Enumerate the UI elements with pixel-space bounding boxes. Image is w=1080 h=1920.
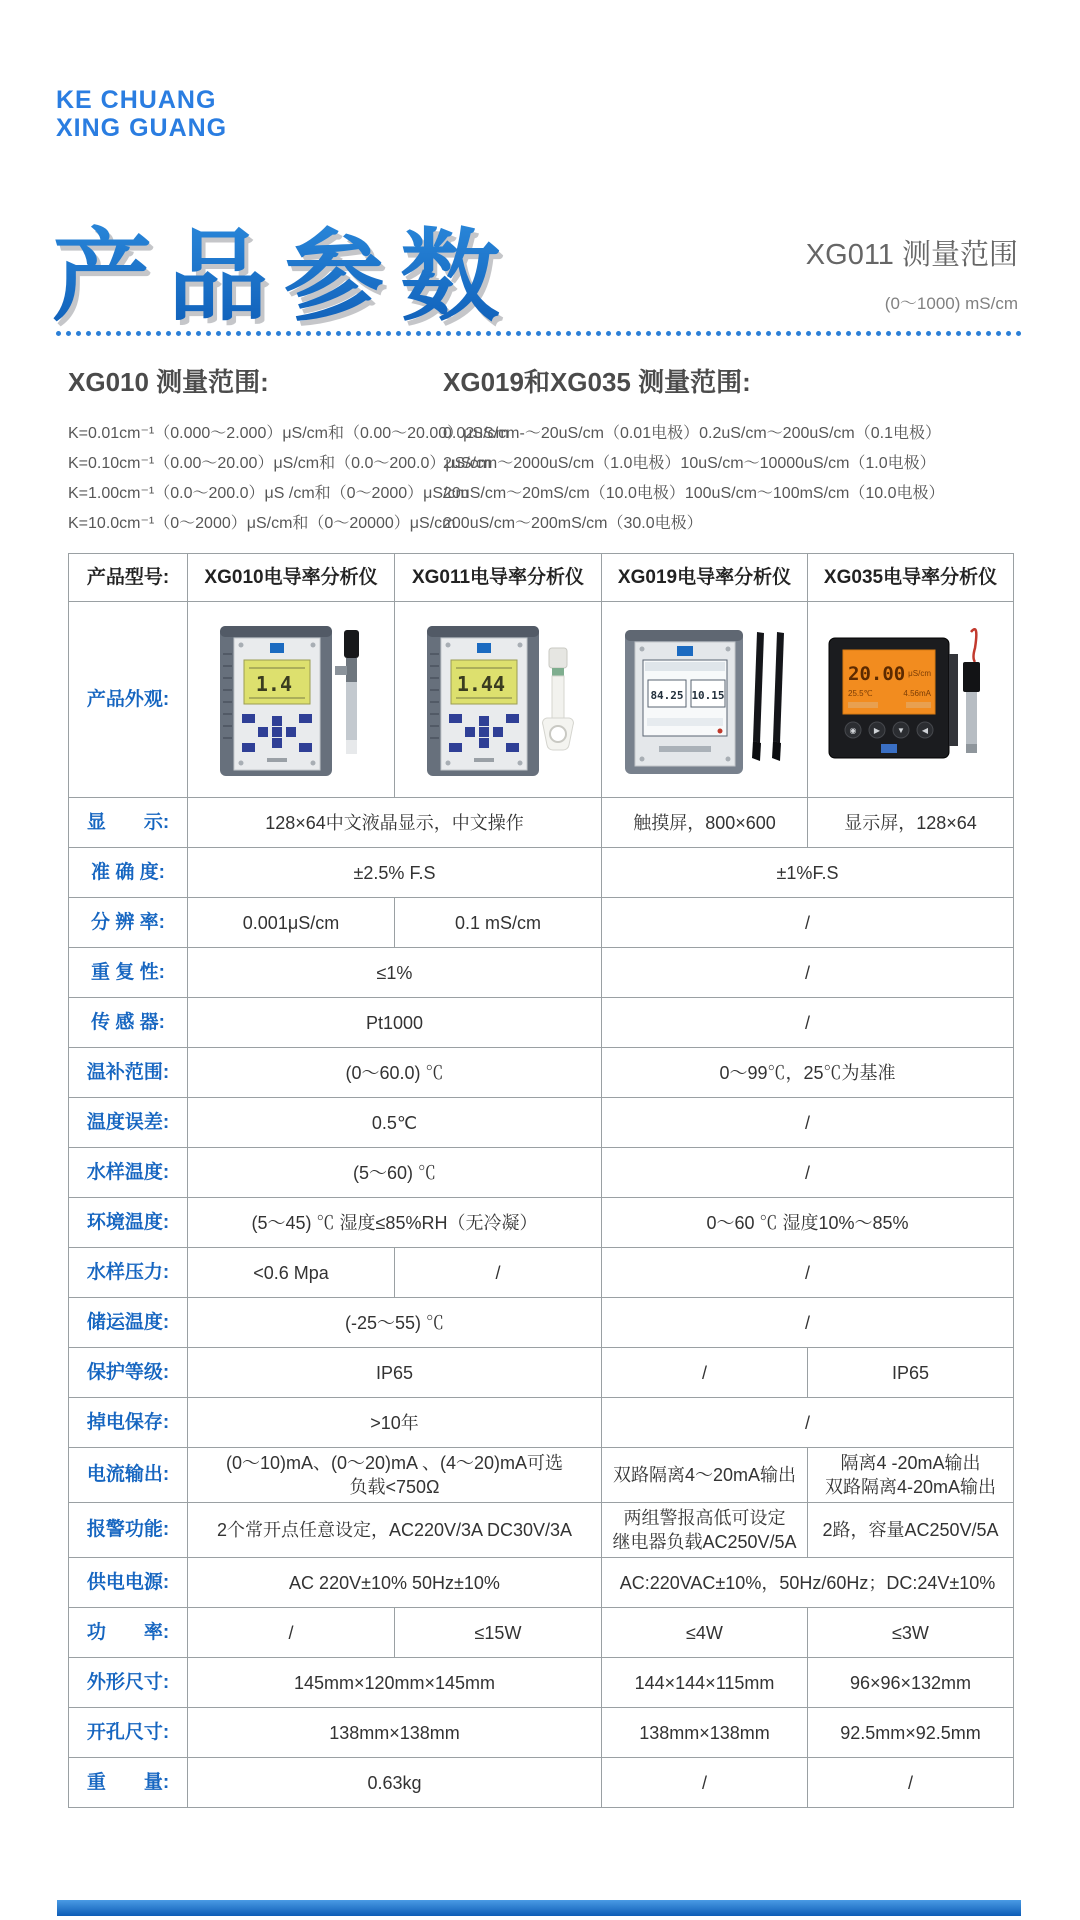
spec-value: 144×144×115mm (602, 1658, 808, 1708)
spec-row (69, 1048, 1014, 1098)
spec-value: IP65 (188, 1348, 602, 1398)
page-title: 产品参数 (52, 196, 516, 340)
xg019-xg035-range-column (443, 362, 1028, 539)
xg019-device-drawing (607, 610, 802, 790)
appearance-label: 产品外观: (69, 602, 188, 798)
xg011-product-image (395, 602, 602, 798)
spec-value: ≤4W (602, 1608, 808, 1658)
spec-label: 储运温度: (69, 1298, 188, 1348)
spec-label: 温补范围: (69, 1048, 188, 1098)
spec-value: 0～99℃，25℃为基准 (602, 1048, 1014, 1098)
spec-row (69, 948, 1014, 998)
brand-line2: XING GUANG (56, 114, 228, 142)
spec-value: / (602, 1348, 808, 1398)
xg035-device-drawing (813, 610, 1008, 790)
spec-label: 外形尺寸: (69, 1658, 188, 1708)
xg010-range-column (68, 362, 509, 539)
spec-label: 传 感 器: (69, 998, 188, 1048)
xg011-device-drawing (401, 610, 596, 790)
xg010-range-line: K=0.10cm⁻¹（0.00～20.00）μS/cm和（0.0～200.0）μS/cm (68, 455, 492, 472)
spec-value: AC 220V±10% 50Hz±10% (188, 1558, 602, 1608)
spec-value: ≤15W (395, 1608, 602, 1658)
spec-label: 分 辨 率: (69, 898, 188, 948)
spec-row (69, 1708, 1014, 1758)
spec-label: 重 量: (69, 1758, 188, 1808)
model-xg035: XG035电导率分析仪 (808, 554, 1014, 602)
brand-logo (56, 86, 227, 142)
spec-label: 电流输出: (69, 1448, 188, 1503)
model-xg011: XG011电导率分析仪 (395, 554, 602, 602)
spec-row (69, 1658, 1014, 1708)
xg035-lcd-current: 4.56mA (903, 688, 931, 698)
spec-value: 96×96×132mm (808, 1658, 1014, 1708)
xg019-xg035-range-line: 200uS/cm～200mS/cm（30.0电极） (443, 515, 703, 532)
spec-value: / (395, 1248, 602, 1298)
spec-value: 128×64中文液晶显示，中文操作 (188, 798, 602, 848)
xg010-range-line: K=10.0cm⁻¹（0～2000）μS/cm和（0～20000）μS/cm (68, 515, 456, 532)
spec-value: 隔离4 -20mA输出 双路隔离4-20mA输出 (808, 1448, 1014, 1503)
spec-value: / (602, 1758, 808, 1808)
xg010-range-line: K=1.00cm⁻¹（0.0～200.0）μS /cm和（0～2000）μS/cm (68, 485, 469, 502)
xg011-lcd-value: 1.44 (456, 671, 505, 696)
footer-accent-bar (57, 1900, 1021, 1916)
spec-label: 显 示: (69, 798, 188, 848)
spec-row (69, 1448, 1014, 1503)
spec-value: 0.63kg (188, 1758, 602, 1808)
spec-row (69, 1503, 1014, 1558)
model-xg010: XG010电导率分析仪 (188, 554, 395, 602)
spec-value: (5～45) ℃ 湿度≤85%RH（无冷凝） (188, 1198, 602, 1248)
spec-row (69, 898, 1014, 948)
spec-value: 0.1 mS/cm (395, 898, 602, 948)
spec-value: 触摸屏，800×600 (602, 798, 808, 848)
spec-value: 两组警报高低可设定 继电器负载AC250V/5A (602, 1503, 808, 1558)
spec-label: 温度误差: (69, 1098, 188, 1148)
xg035-product-image (808, 602, 1014, 798)
spec-value: / (602, 948, 1014, 998)
spec-row (69, 1398, 1014, 1448)
spec-value: 0.001μS/cm (188, 898, 395, 948)
xg010-range-line: K=0.01cm⁻¹（0.000～2.000）μS/cm和（0.00～20.00）μS/cm (68, 425, 509, 442)
xg035-lcd-value: 20.00 (848, 662, 906, 685)
model-label: 产品型号: (69, 554, 188, 602)
spec-label: 功 率: (69, 1608, 188, 1658)
spec-row (69, 848, 1014, 898)
spec-row (69, 1198, 1014, 1248)
spec-table (68, 553, 1014, 1808)
spec-value: / (602, 1098, 1014, 1148)
xg019-product-image (602, 602, 808, 798)
xg010-range-heading: XG010 测量范围: (68, 367, 269, 397)
spec-row (69, 1558, 1014, 1608)
spec-label: 重 复 性: (69, 948, 188, 998)
spec-value: / (602, 1248, 1014, 1298)
spec-label: 供电电源: (69, 1558, 188, 1608)
spec-label: 报警功能: (69, 1503, 188, 1558)
spec-value: ±1%F.S (602, 848, 1014, 898)
xg011-range-value: (0～1000) mS/cm (884, 294, 1018, 313)
spec-value: 2路，容量AC250V/5A (808, 1503, 1014, 1558)
xg019-xg035-range-heading: XG019和XG035 测量范围: (443, 367, 751, 397)
spec-value: 145mm×120mm×145mm (188, 1658, 602, 1708)
spec-value: (5～60) ℃ (188, 1148, 602, 1198)
spec-value: 0～60 ℃ 湿度10%～85% (602, 1198, 1014, 1248)
xg010-product-image (188, 602, 395, 798)
spec-value: 138mm×138mm (188, 1708, 602, 1758)
xg019-xg035-range-line: 20uS/cm～20mS/cm（10.0电极）100uS/cm～100mS/cm（10.0电极） (443, 485, 945, 502)
xg011-range-block (806, 232, 1018, 314)
brand-line1: KE CHUANG (56, 86, 217, 114)
xg035-lcd-unit: μS/cm (908, 668, 931, 678)
xg010-lcd-value: 1.4 (255, 671, 292, 696)
spec-value: (-25～55) ℃ (188, 1298, 602, 1348)
spec-row (69, 998, 1014, 1048)
spec-value: / (808, 1758, 1014, 1808)
spec-row (69, 1248, 1014, 1298)
spec-row (69, 1148, 1014, 1198)
spec-value: / (602, 998, 1014, 1048)
xg010-device-drawing (194, 610, 389, 790)
svg-text:▶: ▶ (873, 725, 881, 735)
xg019-lcd-right-value: 10.15 (691, 688, 725, 702)
spec-row (69, 798, 1014, 848)
spec-label: 开孔尺寸: (69, 1708, 188, 1758)
spec-label: 环境温度: (69, 1198, 188, 1248)
spec-value: (0～10)mA、(0～20)mA 、(4～20)mA可选 负载<750Ω (188, 1448, 602, 1503)
spec-value: 92.5mm×92.5mm (808, 1708, 1014, 1758)
xg019-xg035-range-line: 0.02uS/cm-～20uS/cm（0.01电极）0.2uS/cm～200uS/cm（0.1电极） (443, 425, 941, 442)
spec-value: 显示屏，128×64 (808, 798, 1014, 848)
spec-value: 双路隔离4～20mA输出 (602, 1448, 808, 1503)
spec-label: 保护等级: (69, 1348, 188, 1398)
xg019-xg035-range-line: 2uS/cm～2000uS/cm（1.0电极）10uS/cm～10000uS/cm（1.0电极） (443, 455, 936, 472)
xg011-range-title: XG011 测量范围 (805, 239, 1018, 271)
spec-label: 水样温度: (69, 1148, 188, 1198)
spec-value: <0.6 Mpa (188, 1248, 395, 1298)
xg019-lcd-left-value: 84.25 (650, 688, 684, 702)
spec-value: / (602, 1398, 1014, 1448)
spec-value: Pt1000 (188, 998, 602, 1048)
spec-value: / (602, 898, 1014, 948)
spec-value: 138mm×138mm (602, 1708, 808, 1758)
svg-text:▼: ▼ (897, 725, 905, 735)
dotted-separator (56, 331, 1022, 336)
spec-value: 2个常开点任意设定，AC220V/3A DC30V/3A (188, 1503, 602, 1558)
spec-value: 0.5℃ (188, 1098, 602, 1148)
spec-value: ±2.5% F.S (188, 848, 602, 898)
spec-value: / (602, 1298, 1014, 1348)
appearance-row (69, 602, 1014, 798)
svg-text:◀: ◀ (921, 725, 929, 735)
spec-label: 准 确 度: (69, 848, 188, 898)
spec-value: / (602, 1148, 1014, 1198)
model-header-row (69, 554, 1014, 602)
spec-value: / (188, 1608, 395, 1658)
spec-row (69, 1608, 1014, 1658)
xg035-lcd-temp: 25.5℃ (848, 688, 873, 698)
spec-value: ≤3W (808, 1608, 1014, 1658)
spec-value: (0～60.0) ℃ (188, 1048, 602, 1098)
spec-label: 掉电保存: (69, 1398, 188, 1448)
spec-value: ≤1% (188, 948, 602, 998)
spec-value: >10年 (188, 1398, 602, 1448)
spec-value: AC:220VAC±10%，50Hz/60Hz；DC:24V±10% (602, 1558, 1014, 1608)
spec-row (69, 1348, 1014, 1398)
svg-text:◉: ◉ (849, 725, 857, 735)
spec-row (69, 1098, 1014, 1148)
spec-row (69, 1298, 1014, 1348)
spec-row (69, 1758, 1014, 1808)
model-xg019: XG019电导率分析仪 (602, 554, 808, 602)
spec-label: 水样压力: (69, 1248, 188, 1298)
spec-value: IP65 (808, 1348, 1014, 1398)
